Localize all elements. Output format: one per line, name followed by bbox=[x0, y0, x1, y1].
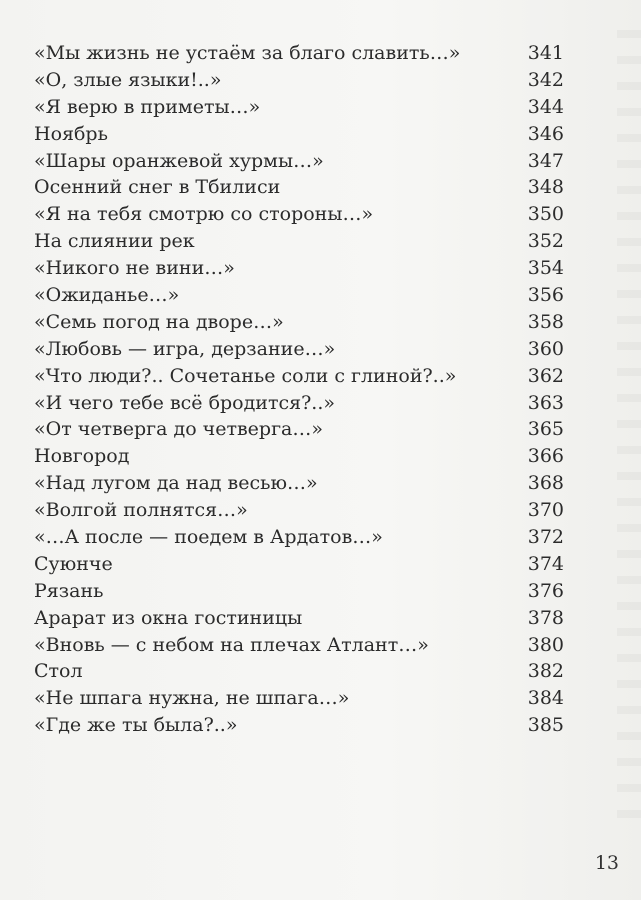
toc-entry-title: Ноябрь bbox=[34, 122, 108, 145]
toc-entry bbox=[34, 228, 564, 255]
toc-entry-title: «Где же ты была?..» bbox=[34, 714, 238, 737]
toc-entry-page: 358 bbox=[527, 310, 564, 333]
toc-entry-title: Суюнче bbox=[34, 552, 113, 575]
toc-entry-page: 374 bbox=[527, 552, 564, 575]
toc-entry bbox=[34, 336, 564, 363]
toc-entry-title: Арарат из окна гостиницы bbox=[34, 606, 303, 629]
toc-entry bbox=[34, 497, 564, 524]
toc-entry bbox=[34, 201, 564, 228]
toc-entry-title: Стол bbox=[34, 660, 83, 683]
toc-entry-title: «И чего тебе всё бродится?..» bbox=[34, 391, 336, 414]
toc-entry-title: «Вновь — с небом на плечах Атлант…» bbox=[34, 633, 429, 656]
toc-entry-page: 370 bbox=[527, 499, 564, 522]
toc-entry bbox=[34, 148, 564, 175]
toc-entry-page: 347 bbox=[527, 149, 564, 172]
toc-entry-page: 356 bbox=[527, 284, 564, 307]
toc-entry-page: 362 bbox=[527, 364, 564, 387]
toc-entry-title: «Что люди?.. Сочетанье соли с глиной?..» bbox=[34, 364, 457, 387]
toc-entry-title: «…А после — поедем в Ардатов…» bbox=[34, 526, 383, 549]
toc-entry-title: «Ожиданье…» bbox=[34, 284, 180, 307]
toc-entry-page: 365 bbox=[527, 418, 564, 441]
toc-entry bbox=[34, 685, 564, 712]
toc-entry bbox=[34, 255, 564, 282]
toc-entry-page: 363 bbox=[527, 391, 564, 414]
toc-entry-page: 342 bbox=[527, 68, 564, 91]
toc-entry-title: Рязань bbox=[34, 579, 104, 602]
toc-entry-page: 378 bbox=[527, 606, 564, 629]
toc-entry bbox=[34, 470, 564, 497]
toc-entry-page: 346 bbox=[527, 122, 564, 145]
toc-entry bbox=[34, 632, 564, 659]
toc-entry-page: 385 bbox=[527, 714, 564, 737]
toc-entry bbox=[34, 309, 564, 336]
toc-entry bbox=[34, 121, 564, 148]
bleed-through-shadow bbox=[617, 30, 641, 820]
toc-entry bbox=[34, 390, 564, 417]
toc-entry bbox=[34, 67, 564, 94]
toc-entry-page: 348 bbox=[527, 176, 564, 199]
toc-entry-page: 380 bbox=[527, 633, 564, 656]
toc-entry-page: 376 bbox=[527, 579, 564, 602]
toc-entry-title: «О, злые языки!..» bbox=[34, 68, 222, 91]
toc-entry-page: 372 bbox=[527, 526, 564, 549]
toc-entry-title: «Волгой полнятся…» bbox=[34, 499, 248, 522]
toc-entry-title: «Я верю в приметы…» bbox=[34, 95, 261, 118]
toc-entry-title: «Я на тебя смотрю со стороны…» bbox=[34, 203, 374, 226]
page-number: 13 bbox=[594, 852, 619, 874]
toc-entry-title: «Семь погод на дворе…» bbox=[34, 310, 284, 333]
toc-entry-title: «Мы жизнь не устаём за благо славить…» bbox=[34, 42, 461, 64]
toc-entry-page: 360 bbox=[527, 337, 564, 360]
toc-entry bbox=[34, 605, 564, 632]
toc-entry-title: «Над лугом да над весью…» bbox=[34, 472, 318, 495]
toc-entry bbox=[34, 363, 564, 390]
toc-entry-title: «Шары оранжевой хурмы…» bbox=[34, 149, 324, 172]
toc-entry-page: 350 bbox=[527, 203, 564, 226]
toc-entry-page: 354 bbox=[527, 257, 564, 280]
toc-entry-page: 344 bbox=[527, 95, 564, 118]
toc-entry-page: 352 bbox=[527, 230, 564, 253]
toc-entry bbox=[34, 712, 564, 739]
toc-entry-title: Осенний снег в Тбилиси bbox=[34, 176, 281, 199]
toc-entry bbox=[34, 416, 564, 443]
toc-entry-title: «Любовь — игра, дерзание…» bbox=[34, 337, 336, 360]
toc-entry bbox=[34, 174, 564, 201]
toc-entry bbox=[34, 578, 564, 605]
toc-entry bbox=[34, 551, 564, 578]
toc-entry bbox=[34, 282, 564, 309]
toc-entry bbox=[34, 40, 564, 67]
toc-entry bbox=[34, 443, 564, 470]
table-of-contents bbox=[34, 40, 564, 739]
toc-entry bbox=[34, 94, 564, 121]
toc-entry bbox=[34, 658, 564, 685]
toc-entry-page: 366 bbox=[527, 445, 564, 468]
toc-entry-page: 341 bbox=[527, 42, 564, 64]
toc-entry-title: «Не шпага нужна, не шпага…» bbox=[34, 687, 350, 710]
toc-entry bbox=[34, 524, 564, 551]
toc-entry-page: 368 bbox=[527, 472, 564, 495]
toc-entry-page: 382 bbox=[527, 660, 564, 683]
toc-entry-page: 384 bbox=[527, 687, 564, 710]
toc-entry-title: Новгород bbox=[34, 445, 130, 468]
toc-entry-title: «Никого не вини…» bbox=[34, 257, 235, 280]
toc-entry-title: На слиянии рек bbox=[34, 230, 195, 253]
toc-entry-title: «От четверга до четверга…» bbox=[34, 418, 323, 441]
